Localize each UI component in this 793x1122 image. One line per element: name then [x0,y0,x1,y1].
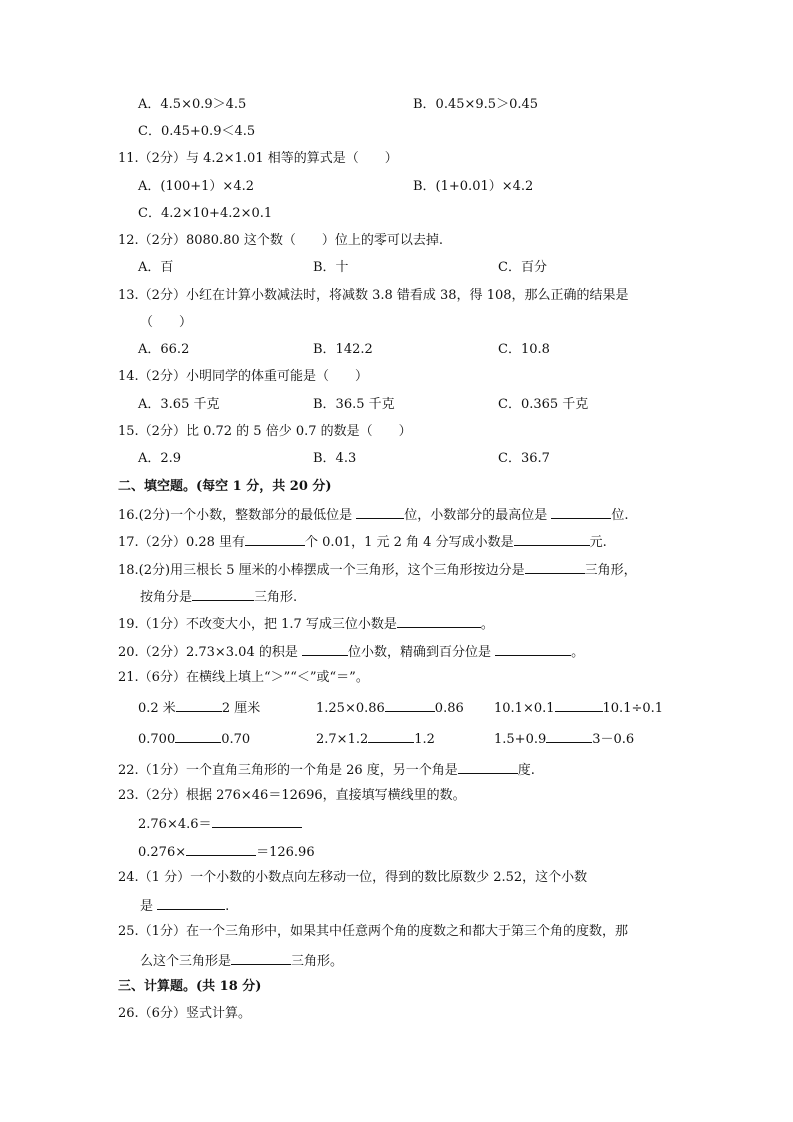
q21-item: 1.2 [414,732,435,747]
q21-item: 2.7×1.2 [316,732,369,747]
q17-text-3: 元. [589,535,607,550]
q20-blank-1[interactable] [302,642,348,656]
q18-text-1: 18.(2分)用三根长 5 厘米的小棒摆成一个三角形，这个三角形按边分是 [118,563,525,578]
q21-item: 1.25×0.86 [316,701,385,716]
q11-option-b: B．(1+0.01）×4.2 [413,179,534,194]
q18-blank-1[interactable] [525,560,585,574]
q16-text-2: 位，小数部分的最高位是 [404,508,548,523]
q22-text-1: 22.（1分）一个直角三角形的一个角是 26 度，另一个角是 [118,763,458,778]
q23-expr-2a: 0.276× [138,845,187,860]
q24-blank-1[interactable] [157,896,225,910]
q13-stem: 13.（2分）小红在计算小数减法时，将减数 3.8 错看成 38，得 108，那么正确的结果是 [118,288,629,303]
q23-line-2 [138,842,315,862]
q19 [118,614,494,634]
q23-blank-1[interactable] [212,814,302,828]
q18-text-3: 按角分是 [140,590,193,605]
q21-stem: 21.（6分）在横线上填上“＞”“＜”或“＝”。 [118,670,369,685]
q21-row-2-c [494,729,634,749]
q21-blank[interactable] [368,729,414,743]
q21-blank[interactable] [176,698,222,712]
q23-line-1 [138,814,302,834]
q25-text-2: 么这个三角形是 [140,954,232,969]
q22-blank-1[interactable] [458,760,518,774]
q16-blank-1[interactable] [356,505,404,519]
q18-line-2 [140,587,297,607]
q12-option-a: A．百 [138,260,174,275]
q15-option-b: B．4.3 [313,451,357,466]
q21-blank[interactable] [385,698,435,712]
q18-blank-2[interactable] [192,587,254,601]
q21-item: 1.5+0.9 [494,732,547,747]
q21-row-1-b [316,698,464,718]
q22-text-2: 度. [517,763,535,778]
q25-text-3: 三角形。 [291,954,344,969]
q13-option-b: B．142.2 [313,342,373,357]
q18-text-4: 三角形. [254,590,298,605]
q24-text-3: . [225,899,230,914]
q23-blank-2[interactable] [186,842,256,856]
q23-stem: 23.（2分）根据 276×46＝12696，直接填写横线里的数。 [118,788,466,803]
q20-text-3: 。 [571,645,585,660]
q11-option-a: A．(100+1）×4.2 [138,179,255,194]
q18-text-2: 三角形， [584,563,637,578]
q26-stem: 26.（6分）竖式计算。 [118,1006,251,1021]
q16 [118,505,629,525]
q25-blank-1[interactable] [231,951,291,965]
q17 [118,532,607,552]
q21-row-2-b [316,729,435,749]
q17-blank-1[interactable] [245,532,305,546]
q17-blank-2[interactable] [514,532,590,546]
q23-expr-2b: ＝126.96 [256,845,315,860]
q20-text-1: 20.（2分）2.73×3.04 的积是 [118,645,298,660]
q21-blank[interactable] [175,729,221,743]
q21-item: 10.1÷0.1 [602,701,664,716]
q16-text-1: 16.(2分)一个小数，整数部分的最低位是 [118,508,353,523]
q25-line-1: 25.（1分）在一个三角形中，如果其中任意两个角的度数之和都大于第三个角的度数，那 [118,924,628,939]
q13-option-a: A．66.2 [138,342,190,357]
q20-blank-2[interactable] [495,642,571,656]
q15-option-a: A．2.9 [138,451,182,466]
q19-blank-1[interactable] [397,614,481,628]
q24-line-1: 24.（1 分）一个小数的小数点向左移动一位，得到的数比原数少 2.52，这个小数 [118,870,588,885]
q15-stem: 15.（2分）比 0.72 的 5 倍少 0.7 的数是（ ） [118,424,412,439]
q11-option-c: C．4.2×10+4.2×0.1 [138,206,273,221]
q24-line-2 [140,896,229,916]
q21-item: 2 厘米 [221,701,261,716]
q21-item: 10.1×0.1 [494,701,555,716]
q24-text-2: 是 [140,899,154,914]
q14-option-b: B．36.5 千克 [313,397,395,412]
q21-row-1 [138,698,260,718]
q14-stem: 14.（2分）小明同学的体重可能是（ ） [118,369,368,384]
q21-item: 3－0.6 [592,732,635,747]
q19-text-1: 19.（1分）不改变大小，把 1.7 写成三位小数是 [118,617,397,632]
q14-option-c: C．0.365 千克 [498,397,589,412]
q23-expr-1: 2.76×4.6＝ [138,817,212,832]
q22 [118,760,535,780]
q15-option-c: C．36.7 [498,451,550,466]
q16-text-3: 位. [611,508,629,523]
q21-item: 0.86 [434,701,464,716]
q16-blank-2[interactable] [551,505,611,519]
section-2-heading: 二、填空题。(每空 1 分，共 20 分) [118,479,332,494]
q14-option-a: A．3.65 千克 [138,397,220,412]
q18-line-1 [118,560,637,580]
q17-text-2: 个 0.01，1 元 2 角 4 分写成小数是 [305,535,514,550]
q25-line-2 [140,951,343,971]
q13-stem-cont: （ ） [140,315,193,330]
q21-row-1-c [494,698,663,718]
section-3-heading: 三、计算题。(共 18 分) [118,979,262,994]
q21-item: 0.2 米 [138,701,176,716]
q20 [118,642,584,662]
q10-option-c: C．0.45+0.9＜4.5 [138,124,256,139]
q10-option-a: A．4.5×0.9＞4.5 [138,97,247,112]
q21-row-2 [138,729,250,749]
q21-blank[interactable] [555,698,603,712]
q17-text-1: 17.（2分）0.28 里有 [118,535,246,550]
q13-option-c: C．10.8 [498,342,550,357]
q12-stem: 12.（2分）8080.80 这个数（ ）位上的零可以去掉. [118,233,443,248]
q21-blank[interactable] [546,729,592,743]
q21-item: 0.700 [138,732,176,747]
q10-option-b: B．0.45×9.5＞0.45 [413,97,539,112]
q12-option-b: B．十 [313,260,349,275]
q20-text-2: 位小数，精确到百分位是 [348,645,492,660]
q11-stem: 11.（2分）与 4.2×1.01 相等的算式是（ ） [118,151,398,166]
q21-item: 0.70 [221,732,251,747]
q12-option-c: C．百分 [498,260,547,275]
q19-text-2: 。 [480,617,494,632]
